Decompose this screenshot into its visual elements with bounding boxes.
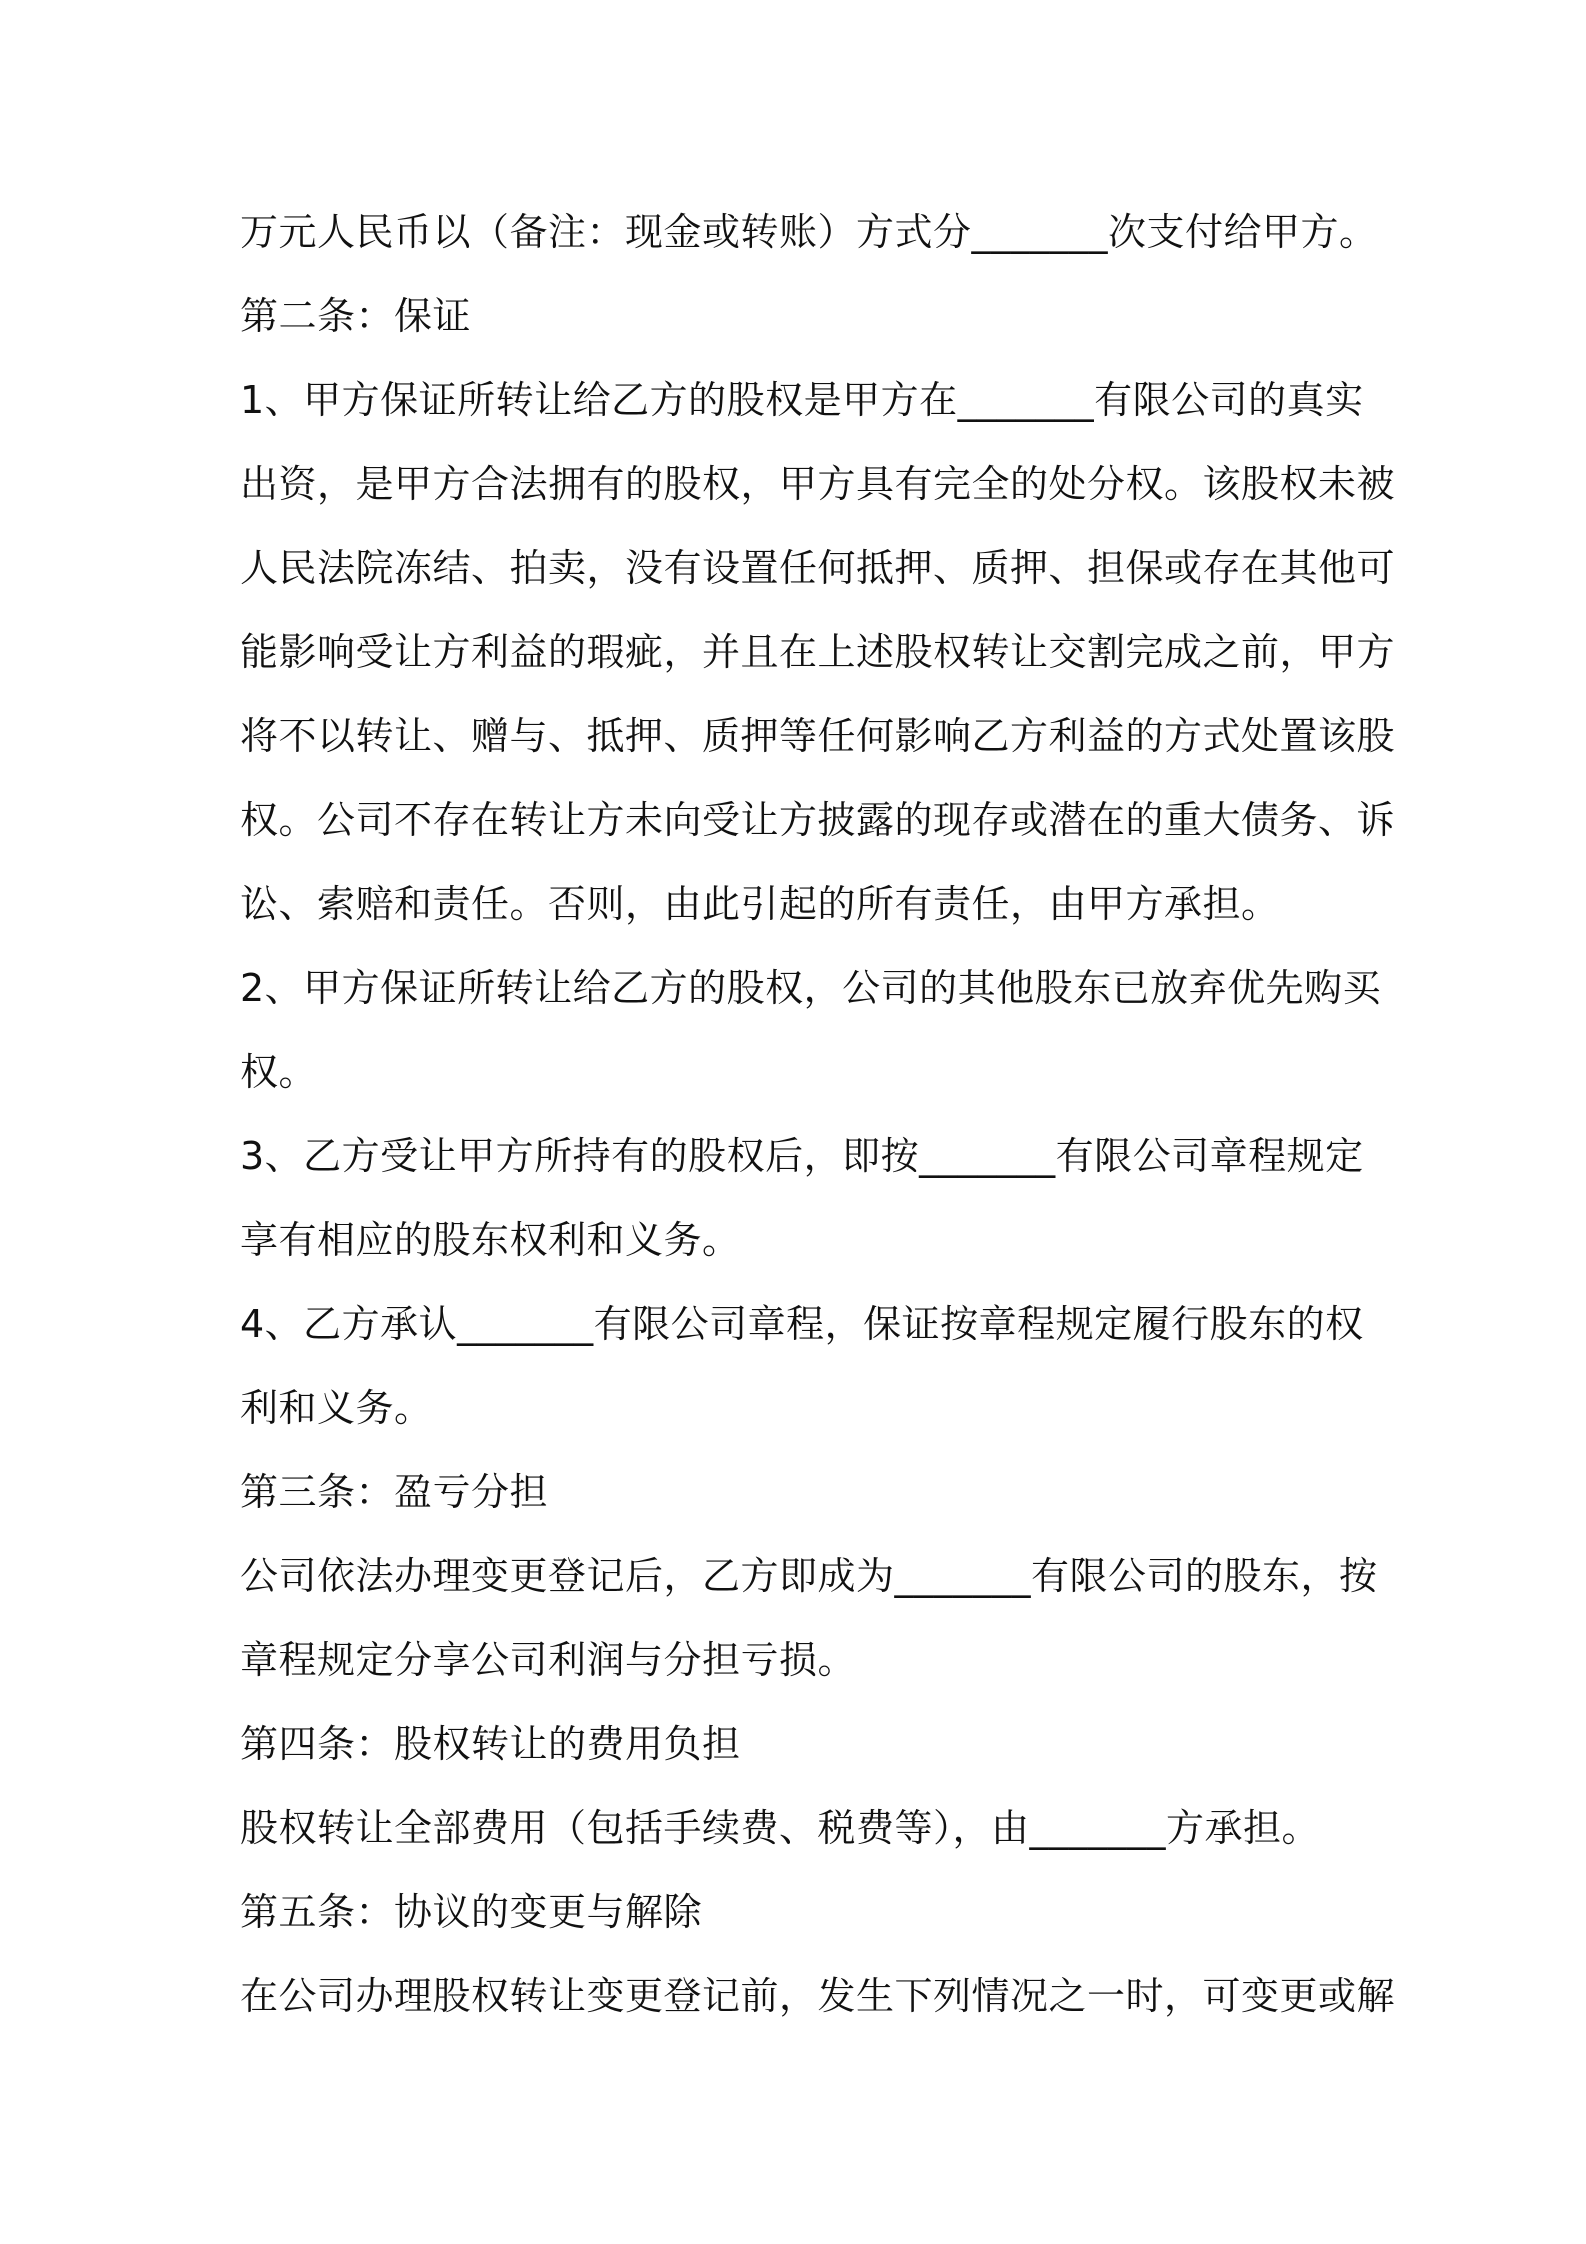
text-line: 章程规定分享公司利润与分担亏损。 bbox=[240, 1638, 857, 1682]
text-line: 在公司办理股权转让变更登记前，发生下列情况之一时，可变更或解 bbox=[240, 1974, 1396, 2018]
text-line: 讼、索赔和责任。否则，由此引起的所有责任，由甲方承担。 bbox=[240, 882, 1280, 926]
text-line: 万元人民币以（备注：现金或转账）方式分_______次支付给甲方。 bbox=[240, 210, 1378, 254]
text-line: 3、乙方受让甲方所持有的股权后，即按_______有限公司章程规定 bbox=[240, 1134, 1364, 1178]
text-line: 利和义务。 bbox=[240, 1386, 433, 1430]
text-line: 将不以转让、赠与、抵押、质押等任何影响乙方利益的方式处置该股 bbox=[240, 714, 1396, 758]
text-line: 人民法院冻结、拍卖，没有设置任何抵押、质押、担保或存在其他可 bbox=[240, 546, 1396, 590]
section-heading: 第五条：协议的变更与解除 bbox=[240, 1890, 703, 1934]
text-line: 出资，是甲方合法拥有的股权，甲方具有完全的处分权。该股权未被 bbox=[240, 462, 1396, 506]
text-line: 公司依法办理变更登记后，乙方即成为_______有限公司的股东，按 bbox=[240, 1554, 1378, 1598]
text-line: 权。公司不存在转让方未向受让方披露的现存或潜在的重大债务、诉 bbox=[240, 798, 1396, 842]
text-line: 享有相应的股东权利和义务。 bbox=[240, 1218, 741, 1262]
text-line: 2、甲方保证所转让给乙方的股权，公司的其他股东已放弃优先购买 bbox=[240, 966, 1382, 1010]
text-line: 股权转让全部费用（包括手续费、税费等），由_______方承担。 bbox=[240, 1806, 1321, 1850]
section-heading: 第二条：保证 bbox=[240, 294, 472, 338]
text-line: 能影响受让方利益的瑕疵，并且在上述股权转让交割完成之前，甲方 bbox=[240, 630, 1396, 674]
text-line: 1、甲方保证所转让给乙方的股权是甲方在_______有限公司的真实 bbox=[240, 378, 1364, 422]
section-heading: 第四条：股权转让的费用负担 bbox=[240, 1722, 741, 1766]
text-line: 4、乙方承认_______有限公司章程，保证按章程规定履行股东的权 bbox=[240, 1302, 1364, 1346]
text-line: 权。 bbox=[240, 1050, 318, 1094]
document-page bbox=[240, 190, 1396, 2038]
section-heading: 第三条：盈亏分担 bbox=[240, 1470, 549, 1514]
